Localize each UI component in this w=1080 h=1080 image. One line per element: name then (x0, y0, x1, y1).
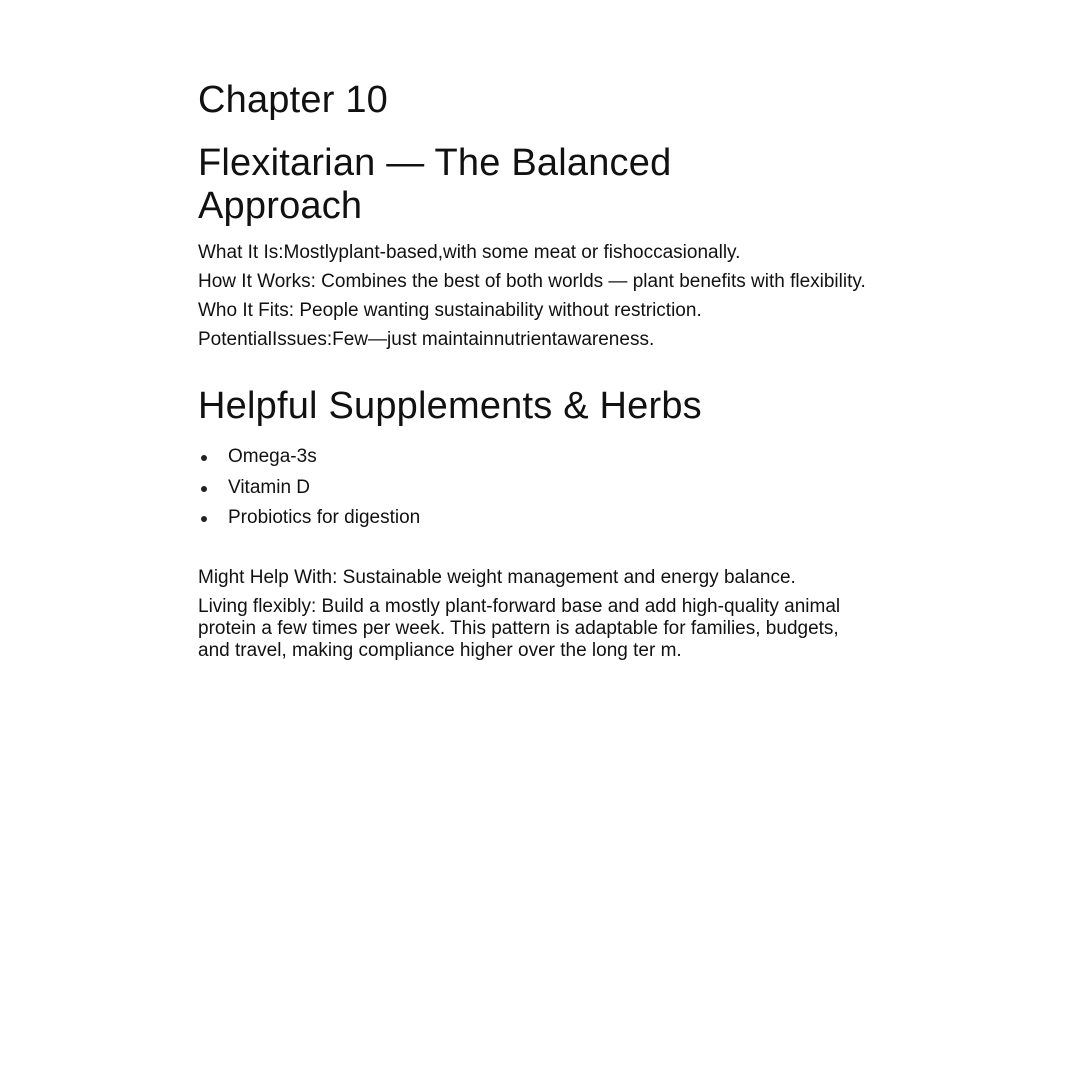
document-page (198, 78, 868, 669)
bullet-icon (201, 486, 207, 492)
list-item-label: Probiotics for digestion (228, 507, 421, 528)
what-it-is-paragraph: What It Is:Mostlyplant-based,with some meat or fishoccasionally. (198, 242, 741, 263)
living-flexibly-paragraph: Living flexibly: Build a mostly plant-forward base and add high-quality animal protein a few times per week. This pattern is adaptable for families, budgets, and travel, making compliance higher over the long ter m. (198, 596, 841, 661)
supplements-list (198, 446, 868, 529)
list-item (198, 507, 868, 529)
might-help-with-paragraph: Might Help With: Sustainable weight management and energy balance. (198, 567, 796, 588)
list-item (198, 446, 868, 468)
list-item-label: Vitamin D (228, 476, 311, 498)
who-it-fits-paragraph: Who It Fits: People wanting sustainability without restriction. (198, 300, 702, 321)
list-item (198, 477, 868, 499)
chapter-number: Chapter 10 (198, 79, 389, 121)
bullet-icon (201, 516, 207, 522)
potential-issues-paragraph: PotentialIssues:Few—just maintainnutrientawareness. (198, 329, 655, 350)
chapter-title: Flexitarian — The Balanced Approach (198, 142, 672, 227)
how-it-works-paragraph: How It Works: Combines the best of both worlds — plant benefits with flexibility. (198, 271, 866, 292)
list-item-label: Omega-3s (228, 446, 317, 467)
bullet-icon (201, 455, 207, 461)
supplements-heading: Helpful Supplements & Herbs (198, 385, 702, 427)
